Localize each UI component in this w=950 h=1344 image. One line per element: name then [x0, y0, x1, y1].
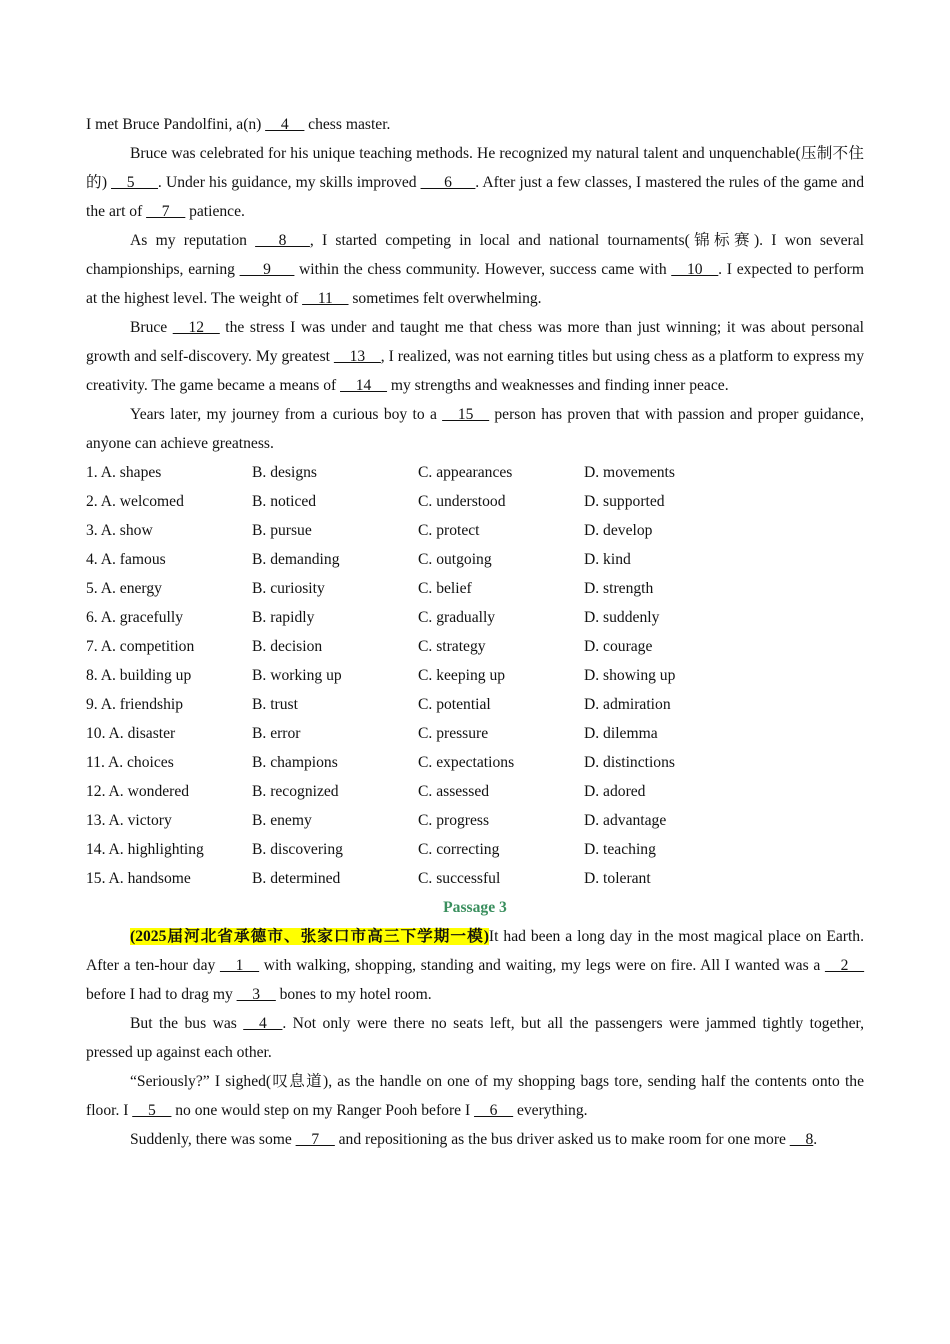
option: 13. A. victory	[86, 812, 172, 829]
text: with walking, shopping, standing and waiting, my legs were on fire. All I wanted was a	[259, 957, 826, 974]
option: C. understood	[418, 493, 506, 510]
blank-2: __2__	[825, 957, 864, 974]
option: D. adored	[584, 783, 646, 800]
text: Suddenly, there was some	[130, 1131, 296, 1148]
blank-7: __7__	[295, 1131, 335, 1148]
source-label: (2025届河北省承德市、张家口市高三下学期一模)	[130, 928, 489, 945]
paragraph	[86, 922, 864, 1009]
option: B. discovering	[252, 841, 343, 858]
text: my strengths and weaknesses and finding inner peace.	[386, 377, 729, 394]
option-row	[86, 603, 864, 632]
option: D. teaching	[584, 841, 656, 858]
option: C. progress	[418, 812, 490, 829]
option: 2. A. welcomed	[86, 493, 184, 510]
text: chess master.	[304, 116, 391, 133]
paragraph	[86, 1067, 864, 1125]
option-row	[86, 487, 864, 516]
option: D. distinctions	[584, 754, 675, 771]
option: C. belief	[418, 580, 472, 597]
option: B. trust	[252, 696, 298, 713]
option: 12. A. wondered	[86, 783, 190, 800]
option: D. kind	[584, 551, 631, 568]
option: D. admiration	[584, 696, 671, 713]
blank-3: __3__	[236, 986, 276, 1003]
option-row	[86, 835, 864, 864]
blank-15: __15__	[442, 406, 490, 423]
option: 5. A. energy	[86, 580, 162, 597]
option: C. expectations	[418, 754, 515, 771]
text: sometimes felt overwhelming.	[348, 290, 542, 307]
blank-9: ___9___	[239, 261, 295, 278]
option: B. decision	[252, 638, 323, 655]
text: Bruce was celebrated for his unique teaching methods. He recognized my natural talent and unquenchable(压制不住的)	[86, 145, 864, 191]
option-row	[86, 661, 864, 690]
passage-title: Passage 3	[443, 899, 507, 916]
option: B. demanding	[252, 551, 340, 568]
option: 3. A. show	[86, 522, 153, 539]
option: C. keeping up	[418, 667, 506, 684]
option: B. noticed	[252, 493, 317, 510]
option: D. supported	[584, 493, 665, 510]
option: D. showing up	[584, 667, 676, 684]
option: C. pressure	[418, 725, 489, 742]
option: D. suddenly	[584, 609, 660, 626]
text: I met Bruce Pandolfini, a(n)	[86, 116, 266, 133]
option: D. movements	[584, 464, 675, 481]
text: within the chess community. However, success came with	[294, 261, 672, 278]
document-content	[86, 110, 864, 1154]
option: B. determined	[252, 870, 341, 887]
option: D. advantage	[584, 812, 667, 829]
blank-14: __14__	[340, 377, 387, 394]
blank-1: __1__	[220, 957, 259, 974]
text: Years later, my journey from a curious boy to a	[130, 406, 443, 423]
option: 14. A. highlighting	[86, 841, 204, 858]
option: 15. A. handsome	[86, 870, 191, 887]
text: , I realized, was not earning titles but using chess as a platform to express my creativity. The game became a means of	[86, 348, 864, 394]
option: B. recognized	[252, 783, 339, 800]
option: 10. A. disaster	[86, 725, 176, 742]
option: B. designs	[252, 464, 317, 481]
blank-8: __8	[789, 1131, 814, 1148]
text: everything.	[513, 1102, 588, 1119]
option: D. dilemma	[584, 725, 658, 742]
text: before I had to drag my	[86, 986, 237, 1003]
option: B. working up	[252, 667, 342, 684]
blank-11: __11__	[302, 290, 349, 307]
option-row	[86, 516, 864, 545]
option: 1. A. shapes	[86, 464, 162, 481]
text: “Seriously?” I sighed(叹息道), as the handle on one of my shopping bags tore, sending half the contents onto the floor. I	[86, 1073, 864, 1119]
text: . Under his guidance, my skills improved	[157, 174, 421, 191]
option: 11. A. choices	[86, 754, 174, 771]
option: D. tolerant	[584, 870, 651, 887]
option-row	[86, 806, 864, 835]
option: B. curiosity	[252, 580, 325, 597]
option: C. outgoing	[418, 551, 492, 568]
paragraph	[86, 226, 864, 313]
blank-5: __5__	[132, 1102, 172, 1119]
blank-13: __13__	[333, 348, 381, 365]
option: C. assessed	[418, 783, 490, 800]
paragraph	[86, 1009, 864, 1067]
option: B. rapidly	[252, 609, 315, 626]
text: It had been a long day in the most magical place on Earth. After a ten-hour day	[86, 928, 864, 974]
text: no one would step on my Ranger Pooh before I	[171, 1102, 475, 1119]
option: D. courage	[584, 638, 653, 655]
option: C. potential	[418, 696, 491, 713]
option-row	[86, 719, 864, 748]
option: 8. A. building up	[86, 667, 192, 684]
blank-6: __6__	[474, 1102, 514, 1119]
option: D. strength	[584, 580, 654, 597]
option: 6. A. gracefully	[86, 609, 183, 626]
blank-7: __7__	[146, 203, 186, 220]
option: B. enemy	[252, 812, 312, 829]
option-row	[86, 864, 864, 893]
paragraph	[86, 400, 864, 458]
text: . After just a few classes, I mastered the rules of the game and the art of	[86, 174, 864, 220]
text: patience.	[185, 203, 245, 220]
option: C. correcting	[418, 841, 500, 858]
option-row	[86, 777, 864, 806]
option: B. pursue	[252, 522, 312, 539]
option: B. error	[252, 725, 301, 742]
option: C. appearances	[418, 464, 513, 481]
blank-5: __5___	[111, 174, 158, 191]
text: and repositioning as the bus driver asked us to make room for one more	[334, 1131, 790, 1148]
blank-12: __12__	[172, 319, 220, 336]
option-row	[86, 458, 864, 487]
blank-8: ___8___	[255, 232, 310, 249]
blank-10: __10__	[671, 261, 719, 278]
option: 9. A. friendship	[86, 696, 184, 713]
option-row	[86, 632, 864, 661]
text: But the bus was	[130, 1015, 244, 1032]
text: .	[813, 1131, 818, 1148]
text: Bruce	[130, 319, 173, 336]
blank-4: __4__	[243, 1015, 283, 1032]
option: C. strategy	[418, 638, 486, 655]
text: , I started competing in local and national tournaments(锦标赛). I won several championships, earning	[86, 232, 864, 278]
option-row	[86, 690, 864, 719]
paragraph	[86, 313, 864, 400]
option: D. develop	[584, 522, 653, 539]
text: person has proven that with passion and proper guidance, anyone can achieve greatness.	[86, 406, 864, 452]
text: bones to my hotel room.	[275, 986, 432, 1003]
paragraph	[86, 110, 864, 139]
blank-6: ___6___	[420, 174, 476, 191]
paragraph	[86, 1125, 864, 1154]
text: . I expected to perform at the highest level. The weight of	[86, 261, 864, 307]
paragraph	[86, 139, 864, 226]
option: C. gradually	[418, 609, 496, 626]
text: the stress I was under and taught me that chess was more than just winning; it was about personal growth and self-discovery. My greatest	[86, 319, 864, 365]
option: 4. A. famous	[86, 551, 166, 568]
option: C. successful	[418, 870, 501, 887]
options-list	[86, 458, 864, 893]
option-row	[86, 748, 864, 777]
option-row	[86, 574, 864, 603]
text: As my reputation	[130, 232, 256, 249]
option: C. protect	[418, 522, 480, 539]
option: 7. A. competition	[86, 638, 195, 655]
option-row	[86, 545, 864, 574]
option: B. champions	[252, 754, 338, 771]
blank-4: __4__	[265, 116, 305, 133]
text: . Not only were there no seats left, but all the passengers were jammed tightly together, pressed up against each other.	[86, 1015, 865, 1061]
